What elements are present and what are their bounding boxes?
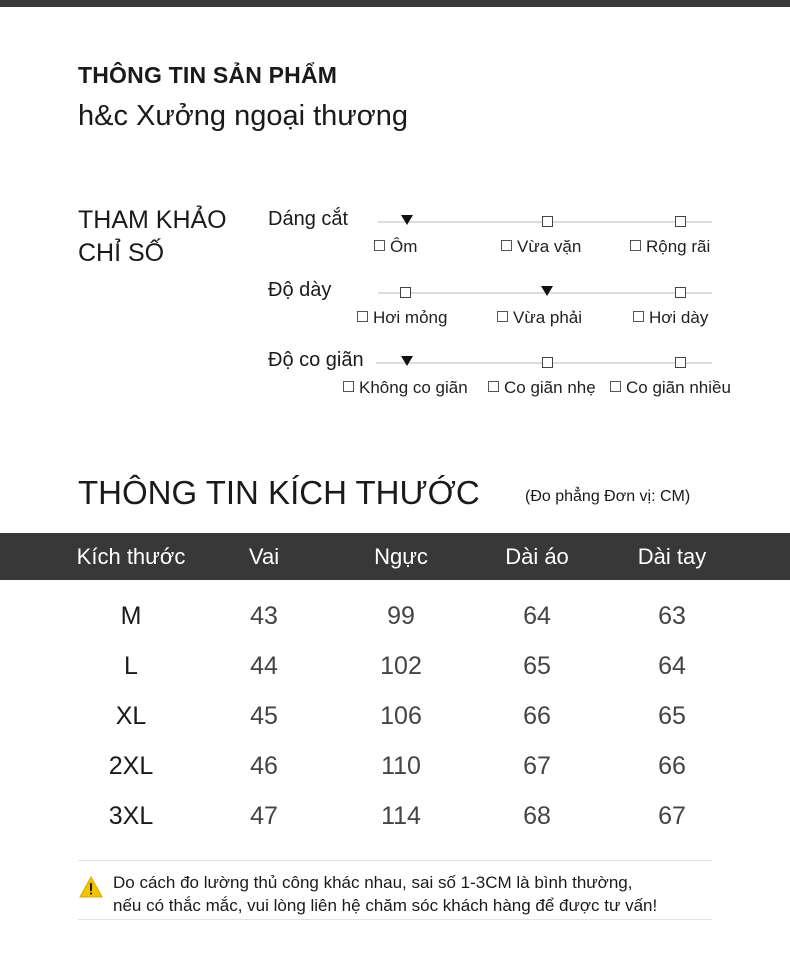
checkbox-icon [497,311,508,322]
cell-value: 102 [380,652,422,680]
unselected-marker-icon [542,357,553,368]
cell-value: 63 [658,602,686,630]
unselected-marker-icon [675,357,686,368]
scale-stretch-track [376,362,712,364]
divider [78,919,712,920]
scale-fit-option: Ôm [374,237,417,257]
top-border [0,0,790,7]
table-row [0,702,790,752]
measurement-note: (Đo phẳng Đơn vị: CM) [525,488,691,505]
cell-size: M [120,602,142,630]
scale-fit [268,208,748,268]
checkbox-icon [610,381,621,392]
checkbox-icon [488,381,499,392]
scale-fit-track [378,221,712,223]
scale-fit-option: Vừa vặn [501,237,581,257]
cell-value: 64 [658,652,686,680]
cell-value: 44 [250,652,278,680]
checkbox-icon [501,240,512,251]
brand-name: h&c Xưởng ngoại thương [78,100,409,132]
scale-thickness-label: Độ dày [268,279,332,301]
cell-value: 67 [658,802,686,830]
cell-value: 45 [250,702,278,730]
cell-value: 64 [523,602,551,630]
cell-size: 3XL [108,802,154,830]
cell-size: XL [115,702,147,730]
checkbox-icon [633,311,644,322]
cell-value: 46 [250,752,278,780]
cell-value: 99 [387,602,415,630]
reference-title-line1: THAM KHẢO [78,206,227,234]
scale-stretch-option: Co giãn nhẹ [488,378,596,398]
size-table-header [0,533,790,580]
divider [78,860,712,861]
unselected-marker-icon [542,216,553,227]
cell-value: 67 [523,752,551,780]
selected-marker-icon [541,286,553,296]
column-header: Vai [248,544,280,569]
product-info-heading: THÔNG TIN SẢN PHẨM [78,62,338,88]
selected-marker-icon [401,215,413,225]
cell-value: 66 [523,702,551,730]
table-row [0,652,790,702]
scale-stretch [268,349,748,409]
warning-icon [79,876,103,898]
unselected-marker-icon [675,287,686,298]
scale-thickness-track [378,292,712,294]
size-info-heading: THÔNG TIN KÍCH THƯỚC [78,474,480,511]
scale-stretch-option: Co giãn nhiều [610,378,731,398]
scale-thickness [268,279,748,339]
cell-value: 65 [523,652,551,680]
reference-title-line2: CHỈ SỐ [78,239,165,267]
cell-value: 47 [250,802,278,830]
cell-value: 106 [380,702,422,730]
table-row [0,802,790,852]
measurement-disclaimer [113,871,657,917]
reference-title [78,204,227,270]
checkbox-icon [630,240,641,251]
scale-fit-option: Rộng rãi [630,237,710,257]
cell-value: 43 [250,602,278,630]
column-header: Dài áo [505,544,569,569]
table-row [0,602,790,652]
column-header: Dài tay [637,544,707,569]
scale-thickness-option: Hơi mỏng [357,308,447,328]
cell-value: 68 [523,802,551,830]
cell-value: 66 [658,752,686,780]
cell-size: L [124,652,138,680]
cell-value: 110 [381,752,421,780]
scale-thickness-option: Hơi dày [633,308,708,328]
column-header: Ngực [374,544,428,569]
cell-size: 2XL [108,752,154,780]
disclaimer-line1: Do cách đo lường thủ công khác nhau, sai số 1-3CM là bình thường, [113,873,633,892]
unselected-marker-icon [675,216,686,227]
unselected-marker-icon [400,287,411,298]
scale-stretch-option: Không co giãn [343,378,468,398]
disclaimer-line2: nếu có thắc mắc, vui lòng liên hệ chăm sóc khách hàng để được tư vấn! [113,896,658,915]
scale-fit-label: Dáng cắt [268,208,349,230]
checkbox-icon [357,311,368,322]
cell-value: 114 [381,802,421,830]
column-header: Kích thước [76,544,186,569]
table-row [0,752,790,802]
scale-stretch-label: Độ co giãn [268,349,364,371]
checkbox-icon [343,381,354,392]
checkbox-icon [374,240,385,251]
scale-thickness-option: Vừa phải [497,308,582,328]
cell-value: 65 [658,702,686,730]
selected-marker-icon [401,356,413,366]
